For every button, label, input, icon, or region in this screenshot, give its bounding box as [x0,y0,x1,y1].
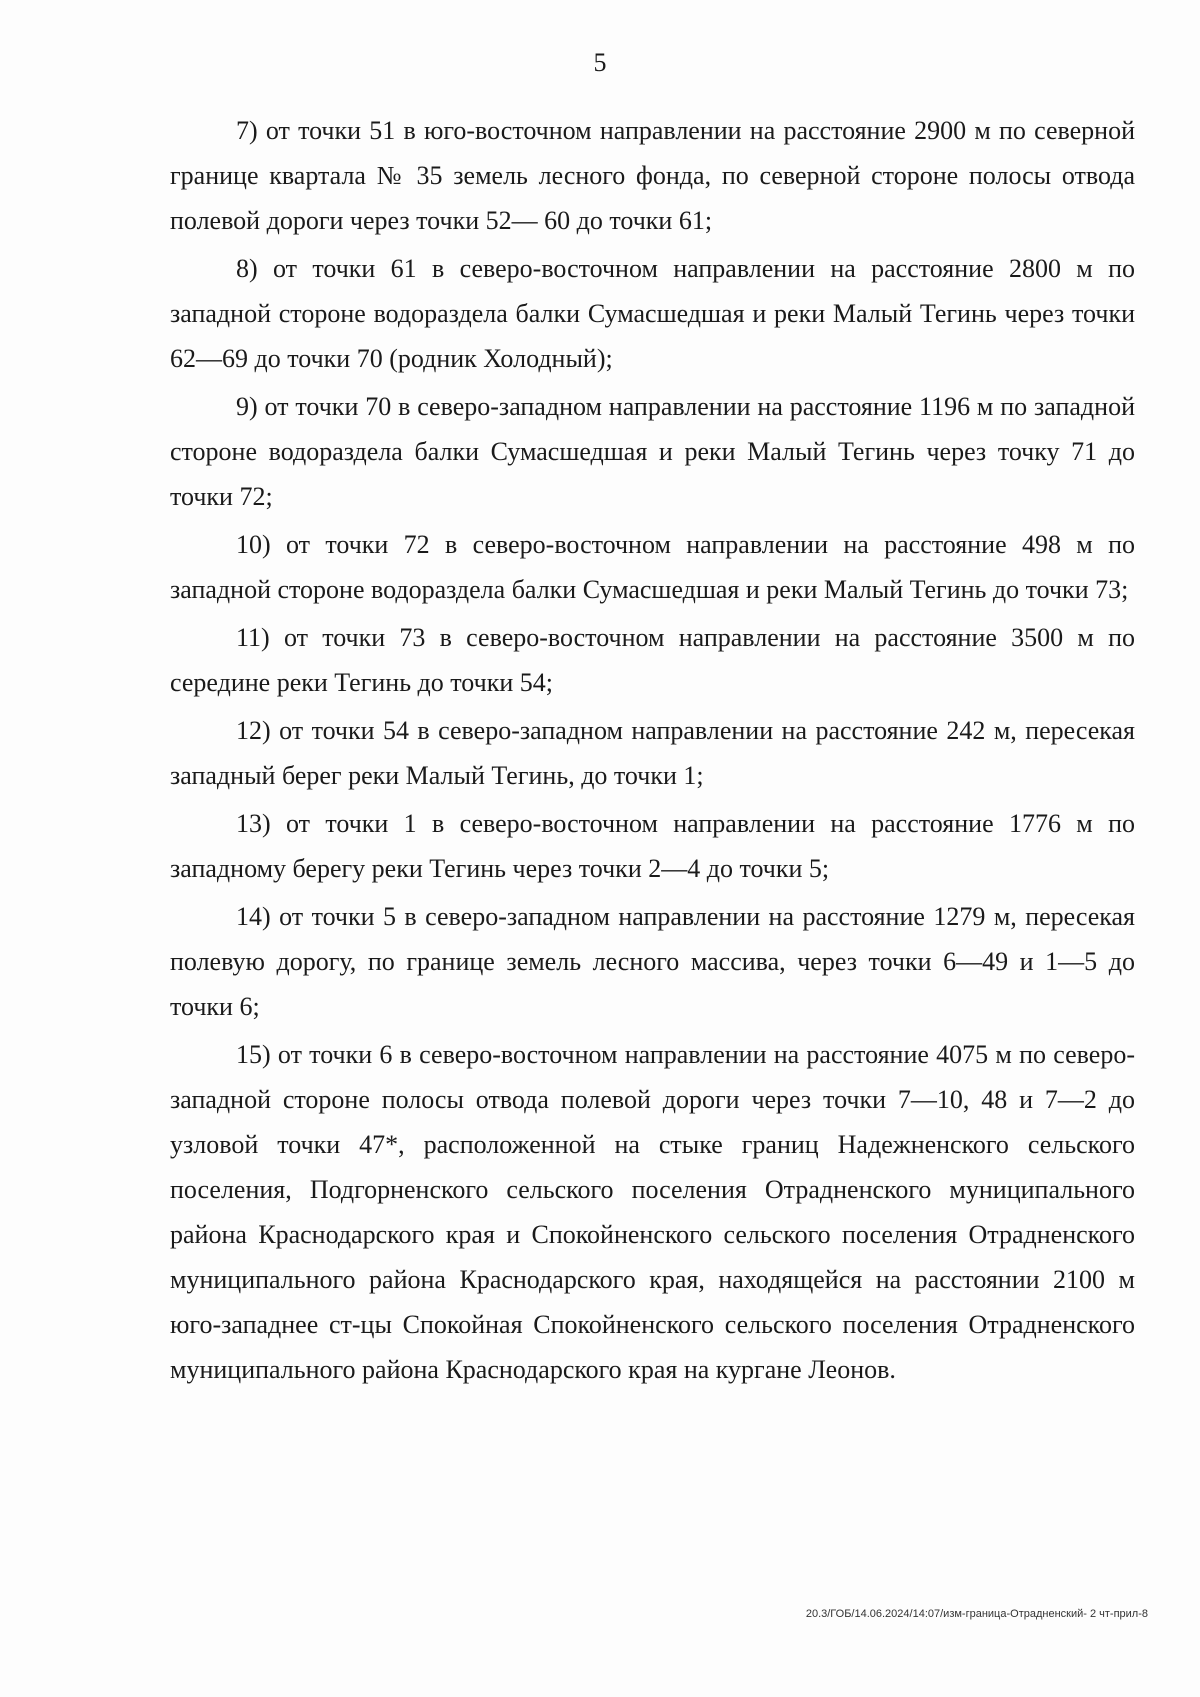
paragraph-item-10: 10) от точки 72 в северо-восточном направлении на расстояние 498 м по западной стороне водораздела балки Сумасшедшая и реки Малый Тегинь до точки 73; [170,530,1135,604]
paragraph-item-13: 13) от точки 1 в северо-восточном направлении на расстояние 1776 м по западному берегу реки Тегинь через точки 2—4 до точки 5; [170,809,1135,883]
document-body [170,108,1135,1392]
paragraph-item-8: 8) от точки 61 в северо-восточном направлении на расстояние 2800 м по западной стороне водораздела балки Сумасшедшая и реки Малый Тегинь через точки 62—69 до точки 70 (родник Холодный); [170,254,1135,373]
paragraph-item-12: 12) от точки 54 в северо-западном направлении на расстояние 242 м, пересекая западный берег реки Малый Тегинь, до точки 1; [170,716,1135,790]
paragraph-item-7: 7) от точки 51 в юго-восточном направлении на расстояние 2900 м по северной границе квартала № 35 земель лесного фонда, по северной стороне полосы отвода полевой дороги через точки 52— 60 до точки 61; [170,116,1135,235]
paragraph-item-9: 9) от точки 70 в северо-западном направлении на расстояние 1196 м по западной стороне водораздела балки Сумасшедшая и реки Малый Тегинь через точку 71 до точки 72; [170,392,1135,511]
document-footer-code: 20.3/ГОБ/14.06.2024/14:07/изм-граница-Отрадненский- 2 чт-прил-8 [805,1608,1148,1620]
paragraph-item-15: 15) от точки 6 в северо-восточном направлении на расстояние 4075 м по северо-западной стороне полосы отвода полевой дороги через точки 7—10, 48 и 7—2 до узловой точки 47*, расположенной на стыке границ Надежненского сельского поселения, Подгорненского сельского поселения Отрадненского муниципального района Краснодарского края и Спокойненского сельского поселения Отрадненского муниципального района Краснодарского края, находящейся на расстоянии 2100 м юго-западнее ст-цы Спокойная Спокойненского сельского поселения Отрадненского муниципального района Краснодарского края на кургане Леонов. [170,1040,1135,1384]
paragraph-item-14: 14) от точки 5 в северо-западном направлении на расстояние 1279 м, пересекая полевую дорогу, по границе земель лесного массива, через точки 6—49 и 1—5 до точки 6; [170,902,1135,1021]
paragraph-item-11: 11) от точки 73 в северо-восточном направлении на расстояние 3500 м по середине реки Тегинь до точки 54; [170,623,1135,697]
page-number: 5 [593,48,607,77]
